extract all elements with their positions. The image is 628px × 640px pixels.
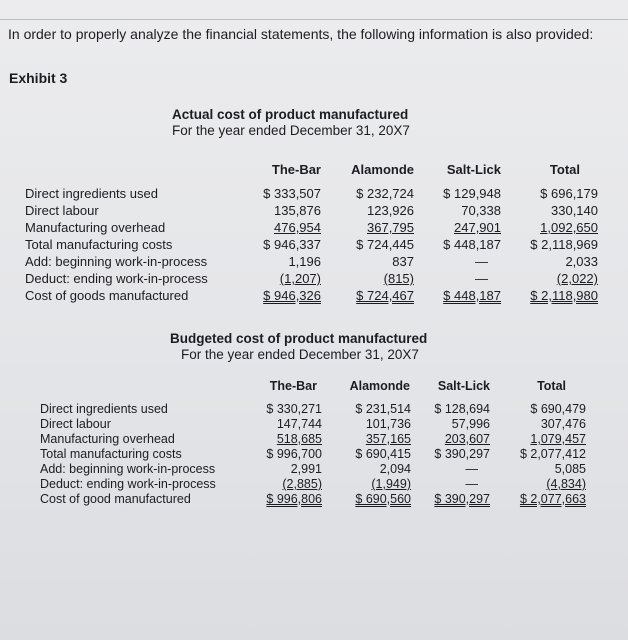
- divider-line: [0, 19, 628, 20]
- cell: 101,736: [365, 417, 411, 431]
- row-label: Deduct: ending work-in-process: [40, 477, 216, 491]
- cell: —: [465, 462, 478, 476]
- cell: $ 231,514: [355, 402, 411, 416]
- cell: $ 946,337: [263, 237, 321, 252]
- cell: 123,926: [367, 203, 414, 218]
- cell: (815): [383, 271, 414, 286]
- cell: 330,140: [551, 203, 598, 218]
- cell: 135,876: [274, 203, 321, 218]
- cell: 203,607: [444, 432, 490, 446]
- cell: $ 724,467: [356, 288, 414, 303]
- row-label: Manufacturing overhead: [40, 432, 175, 446]
- row-label: Direct ingredients used: [40, 402, 168, 416]
- column-header-alamonde: Alamonde: [349, 379, 410, 393]
- cell: $ 690,560: [355, 492, 411, 506]
- cell: (1,207): [279, 271, 321, 286]
- row-label: Total manufacturing costs: [40, 447, 182, 461]
- row-label: Deduct: ending work-in-process: [25, 271, 208, 286]
- cell: 247,901: [454, 220, 501, 235]
- cell: 1,196: [288, 254, 321, 269]
- cell: 2,991: [290, 462, 322, 476]
- cell: $ 2,118,969: [530, 237, 598, 252]
- cell: $ 996,700: [266, 447, 322, 461]
- row-label: Direct ingredients used: [25, 186, 158, 201]
- cell: $ 390,297: [434, 447, 490, 461]
- cell: $ 2,118,980: [530, 288, 598, 303]
- row-label: Total manufacturing costs: [25, 237, 173, 252]
- cell: —: [475, 254, 488, 269]
- cell: $ 690,479: [530, 402, 586, 416]
- row-label: Cost of goods manufactured: [25, 288, 189, 303]
- cell: (1,949): [371, 477, 411, 491]
- cell: 5,085: [554, 462, 586, 476]
- cell: $ 2,077,412: [519, 447, 586, 461]
- cell: $ 696,179: [540, 186, 598, 201]
- cell: 357,165: [365, 432, 411, 446]
- cell: 518,685: [276, 432, 322, 446]
- row-label: Cost of good manufactured: [40, 492, 191, 506]
- exhibit-heading: Exhibit 3: [9, 70, 68, 86]
- cell: $ 330,271: [266, 402, 322, 416]
- cell: 476,954: [274, 220, 321, 235]
- cell: 2,094: [379, 462, 411, 476]
- cell: —: [475, 271, 488, 286]
- cell: $ 448,187: [443, 288, 501, 303]
- cell: —: [465, 477, 478, 491]
- column-header-the-bar: The-Bar: [269, 379, 317, 393]
- cell: 2,033: [565, 254, 598, 269]
- cell: (4,834): [546, 477, 586, 491]
- cell: 307,476: [540, 417, 586, 431]
- cell: $ 128,694: [434, 402, 490, 416]
- cell: $ 232,724: [356, 186, 414, 201]
- column-header-total: Total: [549, 162, 580, 177]
- column-header-the-bar: The-Bar: [271, 162, 321, 177]
- row-label: Manufacturing overhead: [25, 220, 166, 235]
- intro-text: In order to properly analyze the financial statements, the following information is also provided:: [8, 26, 594, 42]
- cell: $ 690,415: [355, 447, 411, 461]
- column-header-salt-lick: Salt-Lick: [437, 379, 490, 393]
- cell: $ 946,326: [263, 288, 321, 303]
- table-title: Actual cost of product manufactured: [172, 107, 409, 122]
- cell: 1,092,650: [540, 220, 598, 235]
- cell: $ 2,077,663: [519, 492, 586, 506]
- cell: 57,996: [451, 417, 490, 431]
- cell: 367,795: [367, 220, 414, 235]
- row-label: Direct labour: [25, 203, 99, 218]
- cell: $ 129,948: [443, 186, 501, 201]
- cell: $ 390,297: [434, 492, 490, 506]
- column-header-alamonde: Alamonde: [351, 162, 414, 177]
- table-title: Budgeted cost of product manufactured: [170, 331, 428, 346]
- cell: 147,744: [276, 417, 322, 431]
- row-label: Add: beginning work-in-process: [40, 462, 216, 476]
- cell: $ 448,187: [443, 237, 501, 252]
- table-subtitle: For the year ended December 31, 20X7: [181, 347, 419, 362]
- column-header-total: Total: [537, 379, 566, 393]
- cell: $ 333,507: [263, 186, 321, 201]
- cell: $ 724,445: [356, 237, 414, 252]
- table-subtitle: For the year ended December 31, 20X7: [172, 123, 410, 138]
- cell: 1,079,457: [530, 432, 586, 446]
- cell: $ 996,806: [266, 492, 322, 506]
- cell: 70,338: [461, 203, 501, 218]
- cell: (2,885): [282, 477, 322, 491]
- cell: (2,022): [556, 271, 598, 286]
- column-header-salt-lick: Salt-Lick: [446, 162, 501, 177]
- cell: 837: [392, 254, 414, 269]
- row-label: Add: beginning work-in-process: [25, 254, 208, 269]
- row-label: Direct labour: [40, 417, 111, 431]
